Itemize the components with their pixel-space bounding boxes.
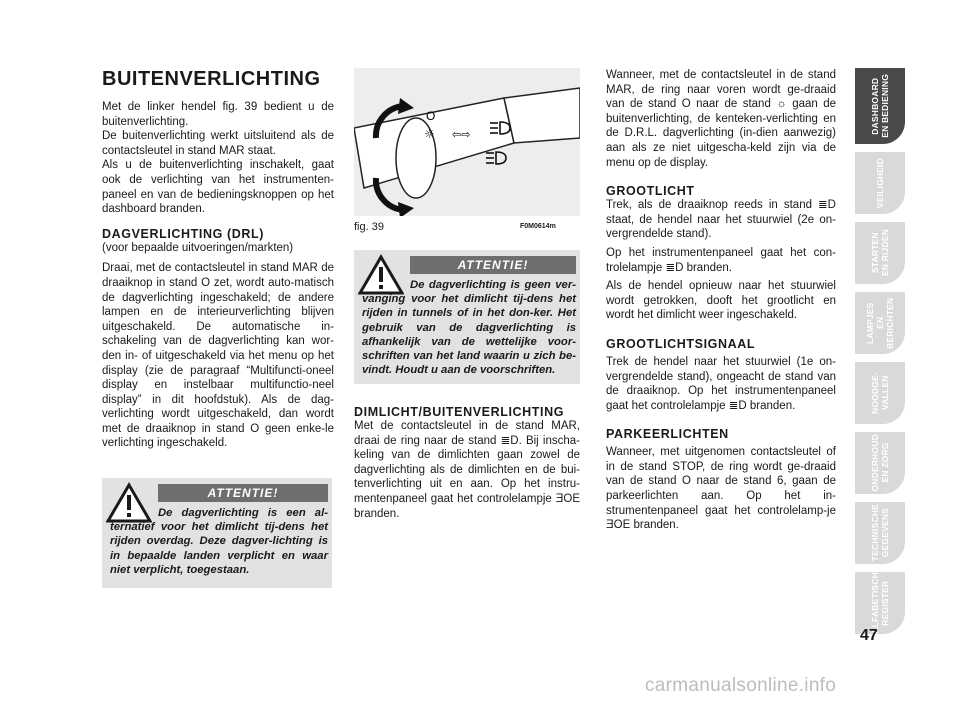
figure-39 bbox=[354, 68, 580, 216]
park-heading: PARKEERLICHTEN bbox=[606, 427, 729, 442]
flash-body: Trek de hendel naar het stuurwiel (1e on-vergrendelde stand), ongeacht de stand van de draaiknop. Op het instrumentenpaneel gaat het controlelampje ≣D branden. bbox=[606, 355, 836, 412]
tab-label: NOODGE- VALLEN bbox=[870, 371, 890, 414]
warning-label: ATTENTIE! bbox=[410, 256, 576, 274]
page-title: BUITENVERLICHTING bbox=[102, 68, 321, 90]
intro-line-3: Als u de buitenverlichting inschakelt, gaat ook de verlichting van het instrumenten-paneel en van de bedieningsknoppen op het dashboard branden. bbox=[102, 159, 334, 216]
intro-line-1: Met de linker hendel fig. 39 bedient u de buitenverlichting. bbox=[102, 101, 334, 128]
drl-subheading: (voor bepaalde uitvoeringen/markten) bbox=[102, 241, 294, 254]
intro-line-2: De buitenverlichting werkt uitsluitend als de contactsleutel in stand MAR staat. bbox=[102, 130, 334, 157]
tab-dashboard[interactable] bbox=[855, 68, 905, 144]
label-off: O bbox=[426, 109, 436, 123]
tab-label: STARTEN EN RIJDEN bbox=[870, 229, 890, 277]
tab-label: ALFABETISCH REGISTER bbox=[870, 572, 890, 634]
warning-text-1: De dagverlichting is een al-ternatief voor het dimlicht tij-dens het rijden overdag. Deze dagver-lichting is in bepaalde landen verplicht en waar niet verplicht, toegestaan. bbox=[110, 507, 328, 576]
tab-label: ONDERHOUD EN ZORG bbox=[870, 434, 890, 492]
warning-box-1 bbox=[102, 478, 332, 588]
dim-heading: DIMLICHT/BUITENVERLICHTING bbox=[354, 405, 565, 419]
tab-veiligheid[interactable] bbox=[855, 152, 905, 214]
page-number: 47 bbox=[860, 627, 878, 644]
column-3 bbox=[606, 68, 836, 533]
high-body-3: Als de hendel opnieuw naar het stuurwiel wordt getrokken, dooft het grootlicht en wordt het dimlicht weer ingeschakeld. bbox=[606, 280, 836, 322]
column-2 bbox=[354, 405, 580, 521]
tab-onderhoud[interactable] bbox=[855, 432, 905, 494]
high-body-1: Trek, als de draaiknop reeds in stand ≣D staat, de hendel naar het stuurwiel (2e on-vergrendelde stand). bbox=[606, 199, 836, 241]
high-heading: GROOTLICHT bbox=[606, 184, 695, 199]
top-body: Wanneer, met de contactsleutel in de stand MAR, de ring naar voren wordt ge-draaid van de stand O naar de stand ☼ gaan de buitenverlichting, de kenteken-verlichting en de D.R.L. dagverlichting (in-dien aanwezig) aan als ze niet uitgescha-keld zijn via de menu op de display. bbox=[606, 69, 836, 169]
tab-noodgevallen[interactable] bbox=[855, 362, 905, 424]
drl-body: Draai, met de contactsleutel in stand MAR de draaiknop in stand O zet, wordt auto-matisch de dagverlichting ingeschakeld; de andere lampen en de interieurverlichting blijven uitgeschakeld. De automatische in-schakeling van de dagverlichting kan wor-den in- of uitgeschakeld via het menu op het display (zie de paragraaf “Multifuncti-oneel display en instelbaar multifunctio-neel display” in dit hoofdstuk). Als de dag-verlichting wordt uitgeschakeld, dan wordt met de draaiknop in stand O geen enke-le verlichting ingeschakeld. bbox=[102, 262, 334, 450]
warning-box-2 bbox=[354, 250, 580, 384]
warning-label: ATTENTIE! bbox=[158, 484, 328, 502]
light-stalk-illustration bbox=[354, 68, 580, 216]
tab-starten[interactable] bbox=[855, 222, 905, 284]
tab-label: LAMPJES EN BERICHTEN bbox=[865, 297, 895, 349]
figure-code: F0M0614m bbox=[520, 223, 556, 230]
high-beam-icon-2 bbox=[486, 152, 506, 164]
label-sun: ☼ bbox=[424, 127, 435, 141]
flash-heading: GROOTLICHTSIGNAAL bbox=[606, 336, 756, 351]
park-body: Wanneer, met uitgenomen contactsleutel of in de stand STOP, de ring wordt ge-draaid van de stand O naar de stand 6, gaan de parkeerlichten aan. Op het in-strumentenpaneel gaat het controlelamp-je ƎOE branden. bbox=[606, 446, 836, 532]
warning-text-2: De dagverlichting is geen ver-vanging voor het dimlicht tij-dens het rijden in tunnels of in het don-ker. Het gebruik van de dagverlichting is afhankelijk van de wettelijke voor-schriften van het land waarin u zich be-vindt. Houdt u aan de voorschriften. bbox=[362, 279, 576, 377]
tab-technische[interactable] bbox=[855, 502, 905, 564]
tab-register[interactable] bbox=[855, 572, 905, 634]
label-indicators: ⇦⇨ bbox=[452, 128, 471, 141]
figure-caption: fig. 39 bbox=[354, 221, 384, 233]
column-1 bbox=[102, 100, 334, 451]
tab-label: VEILIGHEID bbox=[875, 157, 885, 209]
high-body-2: Op het instrumentenpaneel gaat het con-trolelampje ≣D branden. bbox=[606, 246, 836, 274]
dim-body: Met de contactsleutel in de stand MAR, draai de ring naar de stand ≣D. Bij inscha-keling van de dimlichten gaan zowel de dagverlichting als de dimlichten en de bui-tenverlichting uit en aan. Op het instru-mentenpaneel gaat het controlelampje ƎOE branden. bbox=[354, 420, 580, 520]
watermark: carmanualsonline.info bbox=[645, 675, 837, 696]
tab-lampjes[interactable] bbox=[855, 292, 905, 354]
chapter-tabs bbox=[855, 68, 905, 642]
tab-label: TECHNISCHE GEGEVENS bbox=[870, 504, 890, 562]
drl-heading: DAGVERLICHTING (DRL) bbox=[102, 226, 264, 241]
tab-label: DASHBOARD EN BEDIENING bbox=[870, 74, 890, 138]
